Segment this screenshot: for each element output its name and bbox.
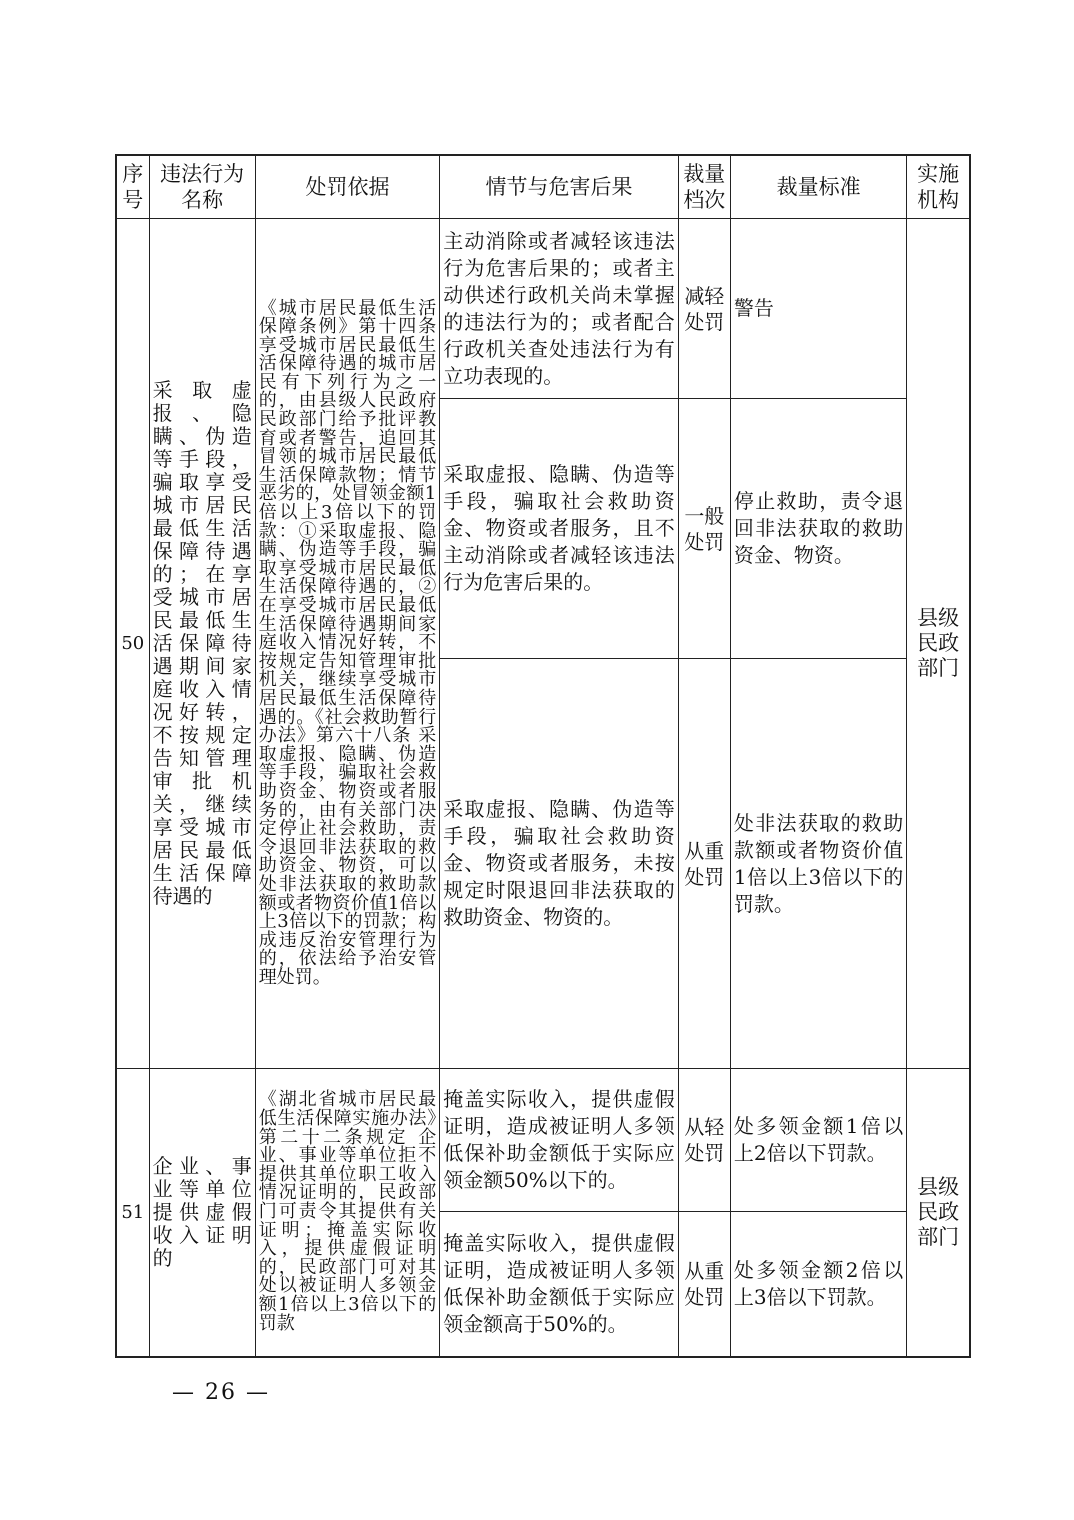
penalty-basis: 《湖北省城市居民最低生活保障实施办法》第二十二条规定 企业、事业等单位拒不提供其单位职工收入情况证明的，民政部门可责令其提供有关证明；掩盖实际收入，提供虚假证明的，民政部门可对其处以被证明人多领金额1倍以上3倍以下的罚款 bbox=[255, 1069, 439, 1357]
table-row bbox=[116, 219, 970, 399]
header-level: 裁量档次 bbox=[678, 155, 730, 219]
table-row bbox=[116, 1069, 970, 1212]
standard-cell: 处非法获取的救助款额或者物资价值1倍以上3倍以下的罚款。 bbox=[730, 659, 906, 1069]
circumstance-cell: 主动消除或者减轻该违法行为危害后果的；或者主动供述行政机关尚未掌握的违法行为的；或者配合行政机关查处违法行为有立功表现的。 bbox=[440, 219, 679, 399]
header-basis: 处罚依据 bbox=[255, 155, 439, 219]
header-circumstance: 情节与危害后果 bbox=[440, 155, 679, 219]
violation-name: 采取虚报、隐瞒、伪造等手段，骗取享受城市居民最低生活保障待遇的；在享受城市居民最低生活保障待遇期间家庭收入情况好转，不按规定告知管理审批机关，继续享受城市居民最低生活保障待遇的 bbox=[149, 219, 255, 1069]
page-number: — 26 — bbox=[172, 1380, 270, 1405]
header-row bbox=[116, 155, 970, 219]
penalty-basis: 《城市居民最低生活保障条例》第十四条 享受城市居民最低生活保障待遇的城市居民有下列行为之一的，由县级人民政府民政部门给予批评教育或者警告，追回其冒领的城市居民最低生活保障款物；情节恶劣的，处冒领金额1倍以上3倍以下的罚款：①采取虚报、隐瞒、伪造等手段，骗取享受城市居民最低生活保障待遇的，②在享受城市居民最低生活保障待遇期间家庭收入情况好转，不按规定告知管理审批机关，继续享受城市居民最低生活保障待遇的。《社会救助暂行办法》第六十八条 采取虚报、隐瞒、伪造等手段，骗取社会救助资金、物资或者服务的，由有关部门决定停止社会救助，责令退回非法获取的救助资金、物资，可以处非法获取的救助款额或者物资价值1倍以上3倍以下的罚款；构成违反治安管理行为的，依法给予治安管理处罚。 bbox=[255, 219, 439, 1069]
standard-cell: 警告 bbox=[730, 219, 906, 399]
row-seq: 50 bbox=[116, 219, 149, 1069]
circumstance-cell: 掩盖实际收入，提供虚假证明，造成被证明人多领低保补助金额低于实际应领金额50%以下的。 bbox=[440, 1069, 679, 1212]
level-cell: 减轻处罚 bbox=[678, 219, 730, 399]
header-standard: 裁量标准 bbox=[730, 155, 906, 219]
standard-cell: 处多领金额2倍以上3倍以下罚款。 bbox=[730, 1212, 906, 1357]
agency-cell: 县级民政部门 bbox=[907, 219, 970, 1069]
header-seq: 序号 bbox=[116, 155, 149, 219]
agency-cell: 县级民政部门 bbox=[907, 1069, 970, 1357]
row-seq: 51 bbox=[116, 1069, 149, 1357]
header-name: 违法行为名称 bbox=[149, 155, 255, 219]
header-agency: 实施机构 bbox=[907, 155, 970, 219]
standard-cell: 处多领金额1倍以上2倍以下罚款。 bbox=[730, 1069, 906, 1212]
level-cell: 从重处罚 bbox=[678, 1212, 730, 1357]
violation-name: 企业、事业等单位提供虚假收入证明的 bbox=[149, 1069, 255, 1357]
circumstance-cell: 掩盖实际收入，提供虚假证明，造成被证明人多领低保补助金额低于实际应领金额高于50%的。 bbox=[440, 1212, 679, 1357]
level-cell: 从轻处罚 bbox=[678, 1069, 730, 1212]
standard-cell: 停止救助，责令退回非法获取的救助资金、物资。 bbox=[730, 399, 906, 659]
circumstance-cell: 采取虚报、隐瞒、伪造等手段，骗取社会救助资金、物资或者服务，且不主动消除或者减轻该违法行为危害后果的。 bbox=[440, 399, 679, 659]
level-cell: 一般处罚 bbox=[678, 399, 730, 659]
circumstance-cell: 采取虚报、隐瞒、伪造等手段，骗取社会救助资金、物资或者服务，未按规定时限退回非法获取的救助资金、物资的。 bbox=[440, 659, 679, 1069]
level-cell: 从重处罚 bbox=[678, 659, 730, 1069]
penalty-discretion-table bbox=[115, 154, 971, 1358]
